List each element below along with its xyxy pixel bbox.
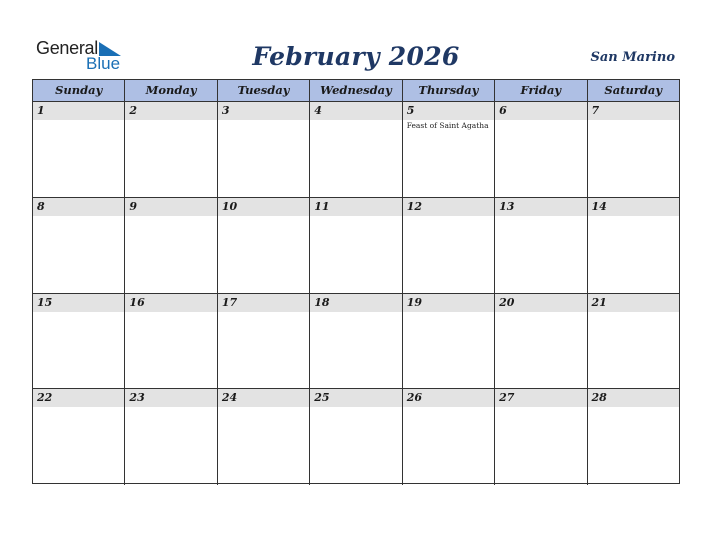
day-cell — [402, 294, 494, 389]
day-cell — [33, 198, 124, 293]
day-number: 28 — [588, 389, 679, 407]
day-cell — [217, 102, 309, 197]
week-row — [33, 102, 679, 198]
day-cell — [124, 294, 216, 389]
day-number: 14 — [588, 198, 679, 216]
weekday-header: Tuesday — [217, 80, 309, 101]
day-number: 7 — [588, 102, 679, 120]
day-cell — [309, 102, 401, 197]
day-cell — [402, 102, 494, 197]
day-number: 1 — [33, 102, 124, 120]
day-cell — [309, 389, 401, 485]
week-row — [33, 389, 679, 485]
day-number: 23 — [125, 389, 216, 407]
day-number: 8 — [33, 198, 124, 216]
day-cell — [494, 294, 586, 389]
day-number: 12 — [403, 198, 494, 216]
day-number: 27 — [495, 389, 586, 407]
day-number: 21 — [588, 294, 679, 312]
day-number: 25 — [310, 389, 401, 407]
week-row — [33, 198, 679, 294]
day-number: 26 — [403, 389, 494, 407]
day-number: 19 — [403, 294, 494, 312]
day-number: 6 — [495, 102, 586, 120]
day-cell — [217, 294, 309, 389]
weekday-header: Friday — [494, 80, 586, 101]
day-cell — [402, 389, 494, 485]
day-number: 9 — [125, 198, 216, 216]
day-number: 20 — [495, 294, 586, 312]
day-cell — [124, 102, 216, 197]
weekday-header: Sunday — [55, 83, 103, 97]
day-cell — [587, 198, 679, 293]
weekday-header: Saturday — [587, 80, 679, 101]
day-number: 16 — [125, 294, 216, 312]
day-cell — [217, 198, 309, 293]
day-number: 18 — [310, 294, 401, 312]
day-cell — [587, 389, 679, 485]
day-number: 2 — [125, 102, 216, 120]
day-cell — [309, 198, 401, 293]
day-cell — [402, 198, 494, 293]
calendar-grid — [32, 79, 680, 484]
day-number: 22 — [33, 389, 124, 407]
weekday-header: Thursday — [402, 80, 494, 101]
day-number: 5 — [403, 102, 494, 120]
logo-text-blue: Blue — [86, 54, 121, 73]
day-number: 15 — [33, 294, 124, 312]
day-number: 11 — [310, 198, 401, 216]
day-cell — [124, 389, 216, 485]
day-cell — [309, 294, 401, 389]
day-cell — [494, 389, 586, 485]
region-label: San Marino — [590, 50, 675, 65]
day-number: 3 — [218, 102, 309, 120]
week-row — [33, 294, 679, 390]
day-number: 24 — [218, 389, 309, 407]
day-cell — [587, 294, 679, 389]
logo-text-general: General — [36, 38, 98, 58]
day-number: 13 — [495, 198, 586, 216]
day-number: 4 — [310, 102, 401, 120]
day-cell — [217, 389, 309, 485]
weekday-header-row — [33, 80, 679, 102]
day-number: 17 — [218, 294, 309, 312]
weekday-header: Wednesday — [309, 80, 401, 101]
day-cell — [33, 102, 124, 197]
day-cell — [494, 102, 586, 197]
calendar-title: February 2026 — [252, 42, 460, 71]
holiday-event: Feast of Saint Agatha — [406, 121, 489, 130]
day-cell — [33, 389, 124, 485]
day-cell — [124, 198, 216, 293]
weekday-header: Monday — [124, 80, 216, 101]
day-cell — [33, 294, 124, 389]
day-cell — [587, 102, 679, 197]
day-cell — [494, 198, 586, 293]
day-number: 10 — [218, 198, 309, 216]
